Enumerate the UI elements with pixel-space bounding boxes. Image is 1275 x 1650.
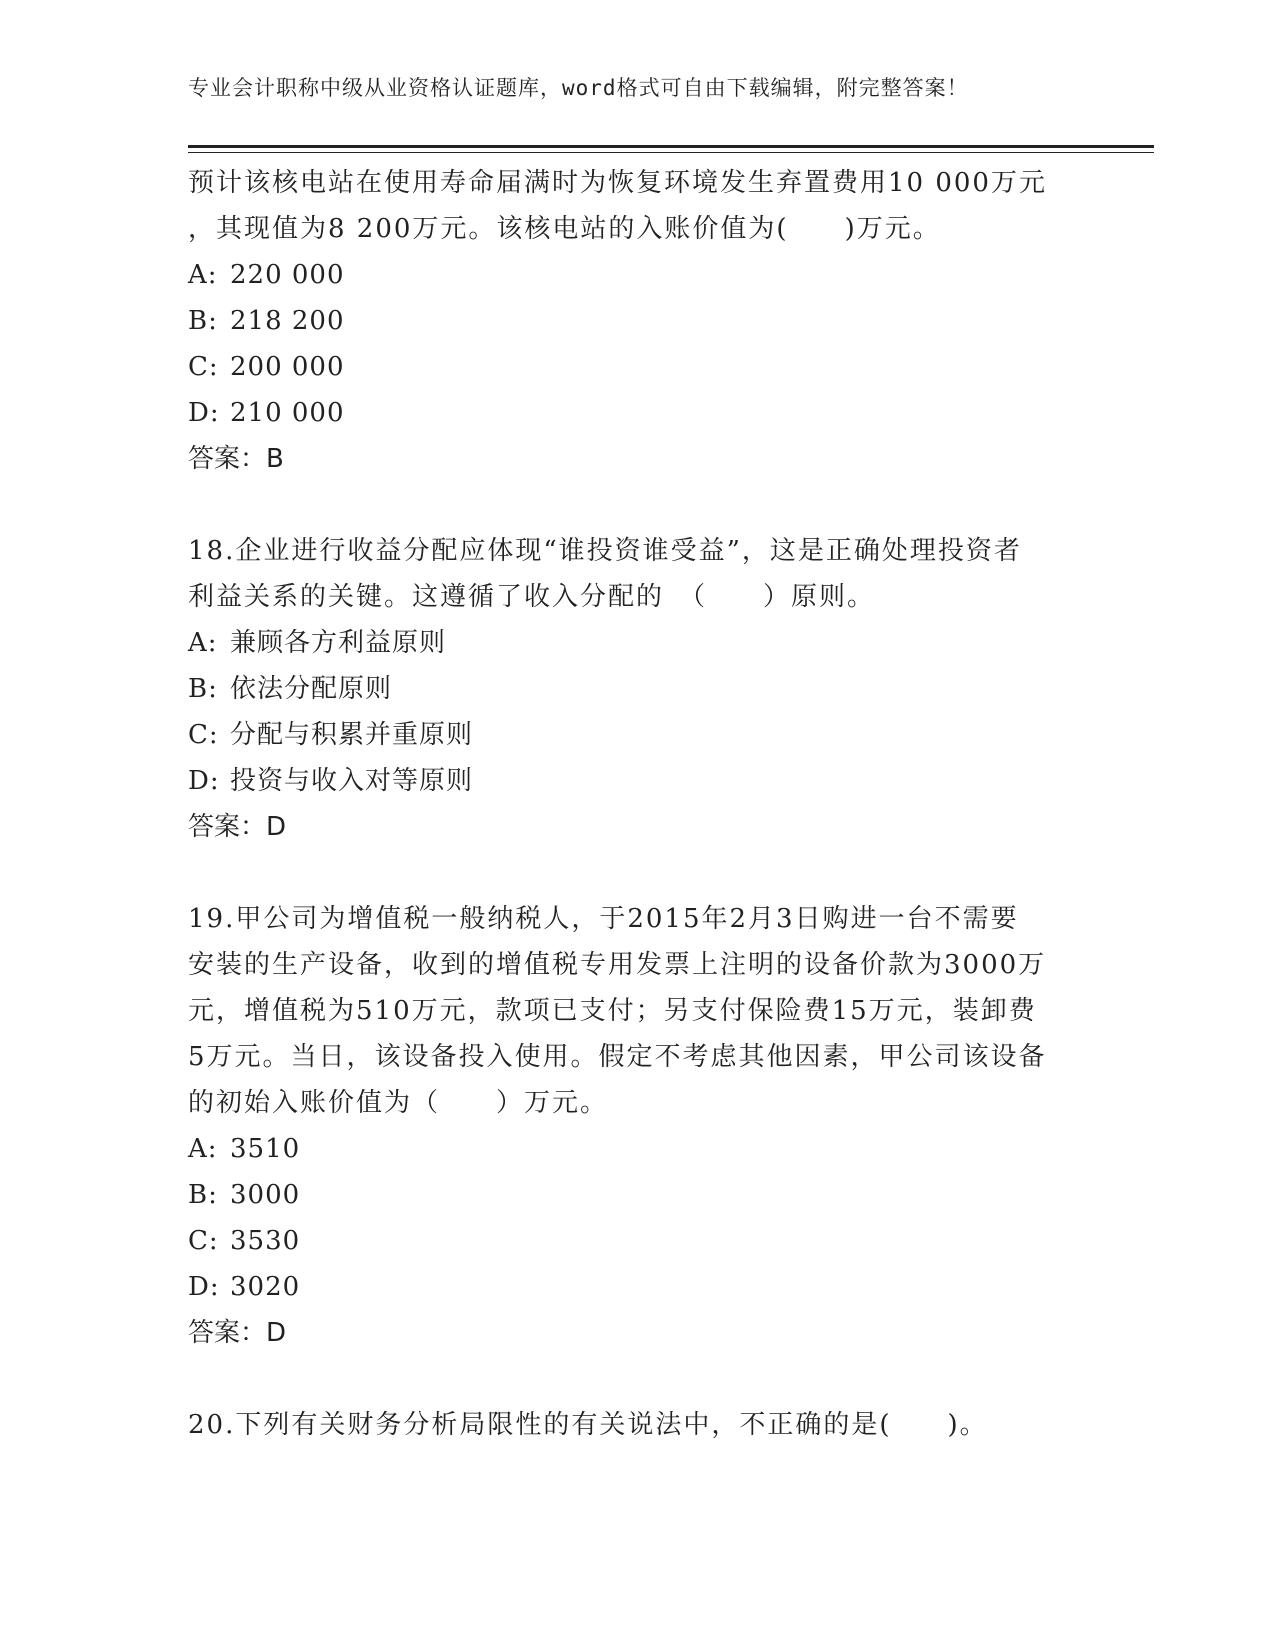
option-key: B: (188, 306, 218, 336)
option-c (188, 344, 1088, 390)
option-text: 投资与收入对等原则 (230, 766, 474, 796)
option-text: 210 000 (230, 398, 345, 428)
option-key: D: (188, 1272, 220, 1302)
question-text-line: 19.甲公司为增值税一般纳税人，于2015年2月3日购进一台不需要 (188, 904, 1019, 934)
question-text-line: 利益关系的关键。这遵循了收入分配的 （ ）原则。 (188, 582, 876, 612)
option-text: 3000 (230, 1180, 301, 1210)
question-20 (188, 1402, 1088, 1448)
question-text-line: 元，增值税为510万元，款项已支付；另支付保险费15万元，装卸费 (188, 996, 1037, 1026)
question-text-line: 的初始入账价值为（ ）万元。 (188, 1088, 609, 1118)
question-text-line: ，其现值为8 200万元。该核电站的入账价值为( )万元。 (188, 214, 941, 244)
option-text: 220 000 (230, 260, 345, 290)
option-a (188, 620, 1088, 666)
option-a (188, 1126, 1088, 1172)
question-list (188, 160, 1088, 1448)
option-a (188, 252, 1088, 298)
option-text: 3020 (230, 1272, 301, 1302)
option-key: C: (188, 720, 219, 750)
option-key: B: (188, 1180, 218, 1210)
option-text: 218 200 (230, 306, 345, 336)
option-text: 3530 (230, 1226, 301, 1256)
option-key: C: (188, 1226, 219, 1256)
option-key: A: (188, 628, 218, 658)
option-key: D: (188, 398, 220, 428)
answer-line: 答案：B (188, 444, 284, 474)
question-18 (188, 528, 1088, 850)
option-b (188, 298, 1088, 344)
option-key: A: (188, 1134, 218, 1164)
option-text: 分配与积累并重原则 (230, 720, 474, 750)
option-text: 兼顾各方利益原则 (230, 628, 447, 658)
question-text-line: 预计该核电站在使用寿命届满时为恢复环境发生弃置费用10 000万元 (188, 168, 1047, 198)
option-text: 依法分配原则 (230, 674, 393, 704)
option-text: 3510 (230, 1134, 301, 1164)
option-key: C: (188, 352, 219, 382)
option-b (188, 1172, 1088, 1218)
page-header: 专业会计职称中级从业资格认证题库，word格式可自由下载编辑，附完整答案！ (188, 76, 969, 100)
option-key: A: (188, 260, 218, 290)
option-c (188, 712, 1088, 758)
header-rule-thick (188, 145, 1154, 148)
spacer (188, 850, 1088, 896)
question-19 (188, 896, 1088, 1356)
option-d (188, 1264, 1088, 1310)
question-text-line: 安装的生产设备，收到的增值税专用发票上注明的设备价款为3000万 (188, 950, 1047, 980)
header-rule-thin (188, 152, 1154, 153)
question-text-line: 20.下列有关财务分析局限性的有关说法中，不正确的是( )。 (188, 1410, 988, 1440)
option-key: B: (188, 674, 218, 704)
option-c (188, 1218, 1088, 1264)
option-d (188, 758, 1088, 804)
spacer (188, 482, 1088, 528)
option-b (188, 666, 1088, 712)
answer-line: 答案：D (188, 812, 287, 842)
spacer (188, 1356, 1088, 1402)
option-d (188, 390, 1088, 436)
option-key: D: (188, 766, 220, 796)
question-text-line: 5万元。当日，该设备投入使用。假定不考虑其他因素，甲公司该设备 (188, 1042, 1047, 1072)
question-17 (188, 160, 1088, 482)
question-text-line: 18.企业进行收益分配应体现“谁投资谁受益”，这是正确处理投资者 (188, 536, 1022, 566)
option-text: 200 000 (230, 352, 345, 382)
answer-line: 答案：D (188, 1318, 287, 1348)
